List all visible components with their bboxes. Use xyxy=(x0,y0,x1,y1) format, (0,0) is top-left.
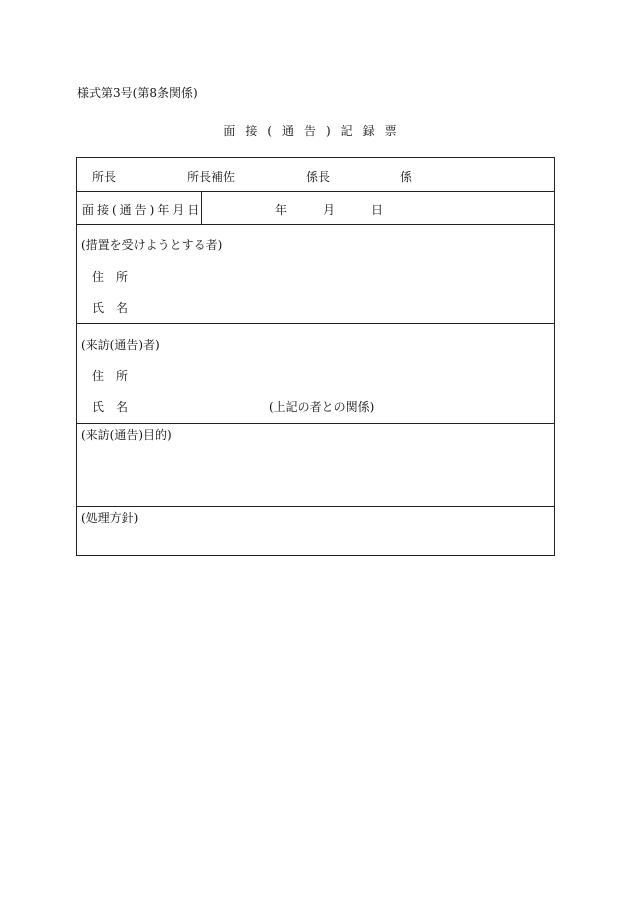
visitor-section xyxy=(77,324,554,424)
date-row-label: 面接(通告)年月日 xyxy=(82,203,203,217)
deputy-director-label: 所長補佐 xyxy=(187,170,236,184)
purpose-section xyxy=(77,424,554,507)
policy-section xyxy=(77,507,554,555)
record-form-table xyxy=(76,157,555,556)
approval-row xyxy=(77,158,554,192)
section-chief-label: 係長 xyxy=(306,170,331,184)
form-number: 様式第3号(第8条関係) xyxy=(77,86,198,100)
day-label: 日 xyxy=(371,203,384,217)
staff-label: 係 xyxy=(400,170,413,184)
visitor-heading: (来訪(通告)者) xyxy=(81,338,160,352)
visitor-name-label: 氏名 xyxy=(92,400,141,414)
director-label: 所長 xyxy=(92,170,117,184)
year-label: 年 xyxy=(275,203,288,217)
document-title: 面接(通告)記録票 xyxy=(223,124,407,138)
date-row-divider xyxy=(201,192,202,224)
subject-heading: (措置を受けようとする者) xyxy=(81,238,223,252)
subject-section xyxy=(77,225,554,324)
date-row xyxy=(77,192,554,225)
subject-address-label: 住所 xyxy=(92,270,141,284)
subject-name-label: 氏名 xyxy=(92,301,141,315)
month-label: 月 xyxy=(323,203,336,217)
policy-heading: (処理方針) xyxy=(81,511,139,525)
visitor-relation-label: (上記の者との関係) xyxy=(269,400,375,414)
purpose-heading: (来訪(通告)目的) xyxy=(81,428,172,442)
visitor-address-label: 住所 xyxy=(92,369,141,383)
